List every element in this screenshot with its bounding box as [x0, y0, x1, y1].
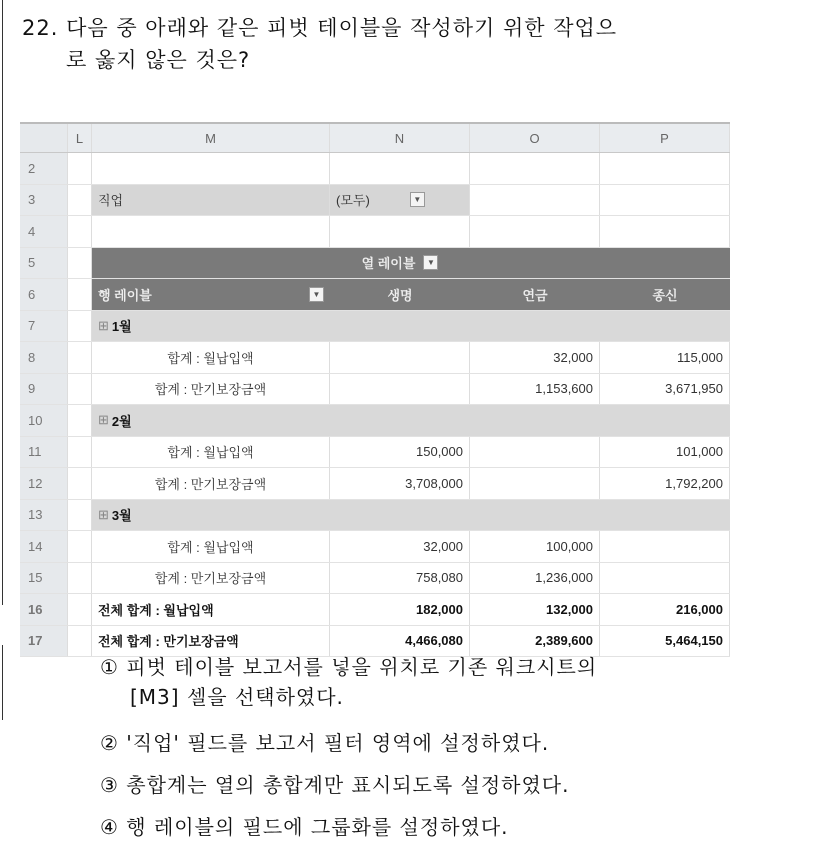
- dropdown-icon[interactable]: ▼: [309, 287, 324, 302]
- dropdown-icon[interactable]: ▼: [410, 192, 425, 207]
- expand-icon[interactable]: ⊞: [98, 412, 109, 428]
- group-row: [20, 405, 730, 437]
- answer-option-4[interactable]: [100, 812, 509, 842]
- option-text: ① 피벗 테이블 보고서를 넣을 위치로 기존 워크시트의: [100, 655, 598, 679]
- column-header: M: [92, 124, 330, 152]
- row-number: 6: [20, 279, 68, 310]
- value-cell: [600, 531, 730, 562]
- row-number: 15: [20, 563, 68, 594]
- grand-total-row: [20, 594, 730, 626]
- row-number: 7: [20, 311, 68, 342]
- left-border: [2, 645, 3, 720]
- column-value-header: 생명: [330, 279, 470, 310]
- row-number: 16: [20, 594, 68, 625]
- value-cell: [330, 374, 470, 405]
- expand-icon[interactable]: ⊞: [98, 317, 109, 333]
- value-cell: [330, 342, 470, 373]
- value-label: 합계 : 월납입액: [92, 342, 330, 373]
- value-cell: 3,708,000: [330, 468, 470, 499]
- value-cell: 150,000: [330, 437, 470, 468]
- group-row: [20, 311, 730, 343]
- group-row: [20, 500, 730, 532]
- total-cell: 132,000: [470, 594, 600, 625]
- row-number: 13: [20, 500, 68, 531]
- expand-icon[interactable]: ⊞: [98, 506, 109, 522]
- value-cell: 115,000: [600, 342, 730, 373]
- data-row: [20, 342, 730, 374]
- option-text: [M3] 셀을 선택하였다.: [130, 685, 344, 709]
- sheet-row: [20, 216, 730, 248]
- sheet-row: [20, 153, 730, 185]
- left-border: [2, 0, 3, 605]
- column-header: P: [600, 124, 730, 152]
- total-cell: 2,389,600: [470, 626, 600, 657]
- option-text: ② '직업' 필드를 보고서 필터 영역에 설정하였다.: [100, 731, 550, 755]
- column-label-row: [20, 248, 730, 280]
- group-label: 1월: [111, 319, 132, 335]
- column-value-header: 연금: [470, 279, 600, 310]
- value-cell: 1,153,600: [470, 374, 600, 405]
- option-text: ③ 총합계는 열의 총합계만 표시되도록 설정하였다.: [100, 773, 570, 797]
- total-cell: 182,000: [330, 594, 470, 625]
- column-header: L: [68, 124, 92, 152]
- answer-option-3[interactable]: [100, 770, 569, 800]
- total-label: 전체 합계 : 만기보장금액: [92, 626, 330, 657]
- data-row: [20, 531, 730, 563]
- value-cell: [600, 563, 730, 594]
- data-row: [20, 563, 730, 595]
- column-label: 열 레이블: [361, 256, 416, 272]
- value-label: 합계 : 만기보장금액: [92, 563, 330, 594]
- column-header: O: [470, 124, 600, 152]
- value-cell: 32,000: [330, 531, 470, 562]
- row-label: 행 레이블: [98, 287, 152, 303]
- value-cell: 100,000: [470, 531, 600, 562]
- value-label: 합계 : 만기보장금액: [92, 468, 330, 499]
- question-line2: 로 옳지 않은 것은?: [66, 48, 251, 72]
- value-cell: [470, 437, 600, 468]
- pivot-header-row: [20, 279, 730, 311]
- total-label: 전체 합계 : 월납입액: [92, 594, 330, 625]
- row-number: 10: [20, 405, 68, 436]
- row-number: 12: [20, 468, 68, 499]
- row-number: 14: [20, 531, 68, 562]
- value-cell: 32,000: [470, 342, 600, 373]
- value-cell: 3,671,950: [600, 374, 730, 405]
- data-row: [20, 374, 730, 406]
- value-cell: 758,080: [330, 563, 470, 594]
- answer-option-2[interactable]: [100, 728, 549, 758]
- row-number: 17: [20, 626, 68, 657]
- option-text: ④ 행 레이블의 필드에 그룹화를 설정하였다.: [100, 815, 509, 839]
- filter-label: 직업: [92, 185, 330, 216]
- value-cell: [470, 468, 600, 499]
- row-number: 8: [20, 342, 68, 373]
- row-number: 4: [20, 216, 68, 247]
- value-label: 합계 : 만기보장금액: [92, 374, 330, 405]
- data-row: [20, 437, 730, 469]
- filter-value: (모두): [336, 193, 370, 209]
- total-cell: 4,466,080: [330, 626, 470, 657]
- filter-row: [20, 185, 730, 217]
- group-label: 2월: [111, 413, 132, 429]
- question: [22, 12, 617, 76]
- value-label: 합계 : 월납입액: [92, 437, 330, 468]
- value-cell: 1,236,000: [470, 563, 600, 594]
- select-all-corner: [20, 124, 68, 152]
- row-number: 9: [20, 374, 68, 405]
- value-label: 합계 : 월납입액: [92, 531, 330, 562]
- total-cell: 5,464,150: [600, 626, 730, 657]
- value-cell: 1,792,200: [600, 468, 730, 499]
- row-number: 11: [20, 437, 68, 468]
- row-number: 5: [20, 248, 68, 279]
- row-number: 2: [20, 153, 68, 184]
- value-cell: 101,000: [600, 437, 730, 468]
- pivot-table-screenshot: [20, 122, 730, 657]
- column-value-header: 종신: [600, 279, 730, 310]
- column-header-row: [20, 122, 730, 153]
- row-number: 3: [20, 185, 68, 216]
- data-row: [20, 468, 730, 500]
- answer-option-1[interactable]: [100, 652, 597, 712]
- group-label: 3월: [111, 508, 132, 524]
- column-header: N: [330, 124, 470, 152]
- total-cell: 216,000: [600, 594, 730, 625]
- question-line1: 22. 다음 중 아래와 같은 피벗 테이블을 작성하기 위한 작업으: [22, 16, 618, 40]
- dropdown-icon[interactable]: ▼: [423, 255, 438, 270]
